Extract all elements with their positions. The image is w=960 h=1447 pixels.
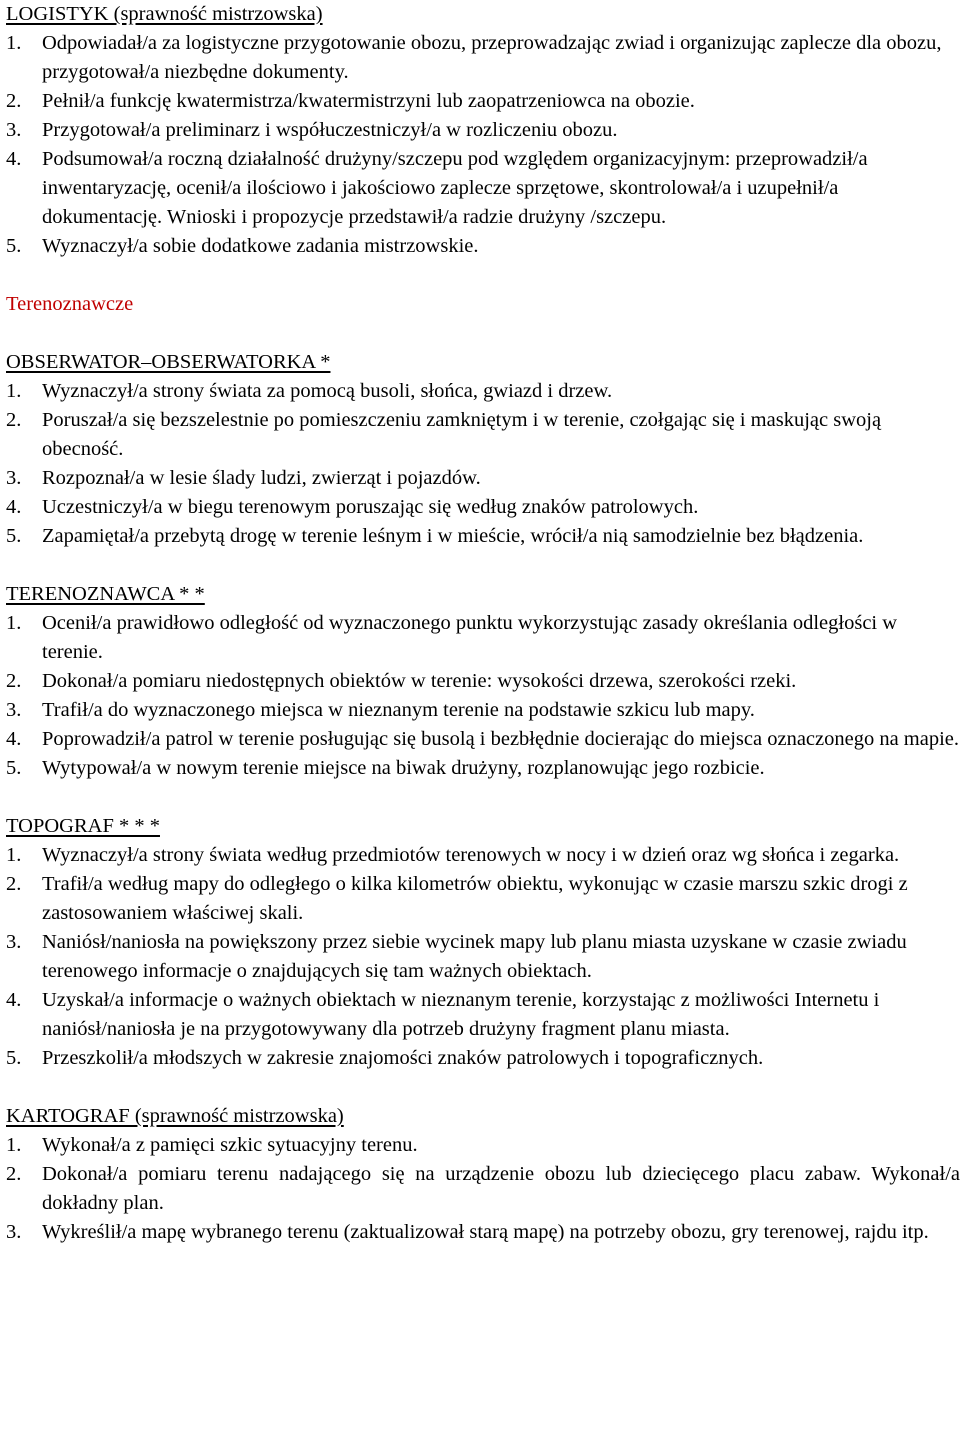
item-text: Trafił/a według mapy do odległego o kilka kilometrów obiektu, wykonując w czasie marszu szkic drogi z zastosowaniem właściwej skali.: [42, 873, 908, 924]
list-item: [6, 145, 960, 232]
section-heading: OBSERWATOR–OBSERWATORKA *: [6, 351, 331, 373]
item-number: 4.: [6, 148, 22, 170]
requirements-list: [6, 841, 960, 1073]
list-item: [6, 609, 960, 667]
item-text: Uzyskał/a informacje o ważnych obiektach w nieznanym terenie, korzystając z możliwości Internetu i naniósł/naniosła je na przygotowywany dla potrzeb drużyny fragment planu miasta.: [42, 989, 880, 1040]
item-number: 1.: [6, 844, 22, 866]
list-item: [6, 464, 960, 493]
list-item: [6, 1044, 960, 1073]
item-text: Poprowadził/a patrol w terenie posługując się busolą i bezbłędnie docierając do miejsca oznaczonego na mapie.: [42, 728, 960, 750]
item-number: 2.: [6, 670, 22, 692]
spacer: [6, 261, 960, 290]
item-number: 5.: [6, 1047, 22, 1069]
item-text: Naniósł/naniosła na powiększony przez siebie wycinek mapy lub planu miasta uzyskane w czasie zwiadu terenowego informacje o znajdujących się tam ważnych obiektach.: [42, 931, 907, 982]
list-item: [6, 870, 960, 928]
list-item: [6, 232, 960, 261]
item-number: 2.: [6, 1163, 22, 1185]
item-number: 2.: [6, 873, 22, 895]
item-number: 4.: [6, 989, 22, 1011]
section-heading: KARTOGRAF (sprawność mistrzowska): [6, 1105, 344, 1127]
section-heading: TERENOZNAWCA * *: [6, 583, 205, 605]
item-number: 3.: [6, 119, 22, 141]
category-title: Terenoznawcze: [6, 293, 134, 315]
item-number: 2.: [6, 409, 22, 431]
item-number: 2.: [6, 90, 22, 112]
section-heading: LOGISTYK (sprawność mistrzowska): [6, 3, 323, 25]
requirements-list: [6, 609, 960, 783]
section-kartograf: [6, 1102, 960, 1247]
requirements-list: [6, 29, 960, 261]
list-item: [6, 754, 960, 783]
list-item: [6, 87, 960, 116]
item-text: Rozpoznał/a w lesie ślady ludzi, zwierząt i pojazdów.: [42, 467, 481, 489]
item-number: 1.: [6, 380, 22, 402]
requirements-list: [6, 1131, 960, 1247]
list-item: [6, 1218, 960, 1247]
item-number: 4.: [6, 496, 22, 518]
item-number: 3.: [6, 1221, 22, 1243]
list-item: [6, 667, 960, 696]
section-topograf: [6, 812, 960, 1073]
item-number: 4.: [6, 728, 22, 750]
item-text: Uczestniczył/a w biegu terenowym poruszając się według znaków patrolowych.: [42, 496, 699, 518]
item-number: 1.: [6, 32, 22, 54]
spacer: [6, 783, 960, 812]
item-number: 3.: [6, 699, 22, 721]
list-item: [6, 928, 960, 986]
list-item: [6, 522, 960, 551]
list-item: [6, 1131, 960, 1160]
list-item: [6, 841, 960, 870]
list-item: [6, 725, 960, 754]
list-item: [6, 696, 960, 725]
list-item: [6, 1160, 960, 1218]
item-text: Poruszał/a się bezszelestnie po pomieszczeniu zamkniętym i w terenie, czołgając się i maskując swoją obecność.: [42, 409, 882, 460]
section-heading: TOPOGRAF * * *: [6, 815, 160, 837]
list-item: [6, 493, 960, 522]
item-text: Ocenił/a prawidłowo odległość od wyznaczonego punktu wykorzystując zasady określania odległości w terenie.: [42, 612, 898, 663]
item-text: Wyznaczył/a strony świata według przedmiotów terenowych w nocy i w dzień oraz wg słońca i zegarka.: [42, 844, 900, 866]
section-terenoznawca: [6, 580, 960, 783]
list-item: [6, 29, 960, 87]
item-text: Trafił/a do wyznaczonego miejsca w nieznanym terenie na podstawie szkicu lub mapy.: [42, 699, 755, 721]
item-text: Podsumował/a roczną działalność drużyny/szczepu pod względem organizacyjnym: przeprowadził/a inwentaryzację, ocenił/a ilościowo i jakościowo zaplecze sprzętowe, skontrolował/a i uzupełnił/a dokumentację. Wnioski i propozycje przedstawił/a radzie drużyny /szczepu.: [42, 148, 868, 228]
spacer: [6, 551, 960, 580]
item-text: Przygotował/a preliminarz i współuczestniczył/a w rozliczeniu obozu.: [42, 119, 618, 141]
list-item: [6, 406, 960, 464]
item-text: Dokonał/a pomiaru terenu nadającego się na urządzenie obozu lub dziecięcego placu zabaw. Wykonał/a dokładny plan.: [42, 1163, 960, 1214]
item-text: Wyznaczył/a strony świata za pomocą busoli, słońca, gwiazd i drzew.: [42, 380, 613, 402]
item-text: Zapamiętał/a przebytą drogę w terenie leśnym i w mieście, wrócił/a nią samodzielnie bez błądzenia.: [42, 525, 864, 547]
section-logistyk: [6, 0, 960, 261]
list-item: [6, 377, 960, 406]
section-obserwator: [6, 348, 960, 551]
item-number: 5.: [6, 757, 22, 779]
list-item: [6, 986, 960, 1044]
spacer: [6, 1073, 960, 1102]
list-item: [6, 116, 960, 145]
item-number: 5.: [6, 525, 22, 547]
item-text: Wytypował/a w nowym terenie miejsce na biwak drużyny, rozplanowując jego rozbicie.: [42, 757, 765, 779]
item-text: Odpowiadał/a za logistyczne przygotowanie obozu, przeprowadzając zwiad i organizując zaplecze dla obozu, przygotował/a niezbędne dokumenty.: [42, 32, 942, 83]
item-number: 3.: [6, 931, 22, 953]
item-number: 1.: [6, 1134, 22, 1156]
spacer: [6, 319, 960, 348]
item-text: Dokonał/a pomiaru niedostępnych obiektów w terenie: wysokości drzewa, szerokości rzeki.: [42, 670, 797, 692]
item-text: Wykonał/a z pamięci szkic sytuacyjny terenu.: [42, 1134, 418, 1156]
item-number: 1.: [6, 612, 22, 634]
requirements-list: [6, 377, 960, 551]
item-number: 5.: [6, 235, 22, 257]
item-number: 3.: [6, 467, 22, 489]
item-text: Przeszkolił/a młodszych w zakresie znajomości znaków patrolowych i topograficznych.: [42, 1047, 764, 1069]
item-text: Wyznaczył/a sobie dodatkowe zadania mistrzowskie.: [42, 235, 479, 257]
item-text: Pełnił/a funkcję kwatermistrza/kwatermistrzyni lub zaopatrzeniowca na obozie.: [42, 90, 695, 112]
item-text: Wykreślił/a mapę wybranego terenu (zaktualizował starą mapę) na potrzeby obozu, gry terenowej, rajdu itp.: [42, 1221, 929, 1243]
